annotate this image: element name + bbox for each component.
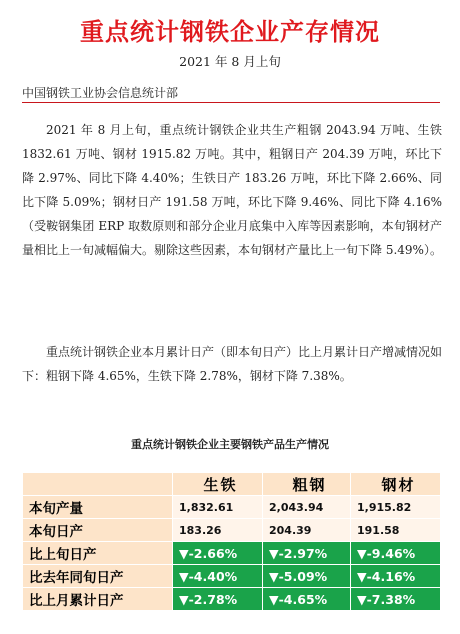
table-row [23, 565, 441, 588]
table-row [23, 588, 441, 611]
table-row [23, 496, 441, 519]
table-header-corner [23, 473, 173, 496]
change-cell: ▼-4.16% [351, 565, 441, 588]
table-cell: 2,043.94 [263, 496, 351, 519]
change-cell: ▼-5.09% [263, 565, 351, 588]
row-label: 比上月累计日产 [23, 588, 173, 611]
report-title: 重点统计钢铁企业产存情况 [80, 17, 380, 46]
table-row [23, 519, 441, 542]
row-label: 本旬产量 [23, 496, 173, 519]
table-header-row [23, 473, 441, 496]
table-cell: 191.58 [351, 519, 441, 542]
report-date: 2021 年 8 月上旬 [179, 54, 281, 69]
change-cell: ▼-2.97% [263, 542, 351, 565]
table-title: 重点统计钢铁企业主要钢铁产品生产情况 [131, 438, 329, 451]
table-header-crude-steel: 粗钢 [263, 473, 351, 496]
production-table [22, 472, 441, 611]
table-cell: 204.39 [263, 519, 351, 542]
table-cell: 183.26 [173, 519, 263, 542]
cumulative-paragraph: 重点统计钢铁企业本月累计日产（即本旬日产）比上月累计日产增减情况如下：粗钢下降 4.65%，生铁下降 2.78%，钢材下降 7.38%。 [22, 345, 443, 383]
header-divider [22, 102, 440, 103]
row-label: 本旬日产 [23, 519, 173, 542]
table-header-steel-products: 钢材 [351, 473, 441, 496]
table-row [23, 542, 441, 565]
table-header-pig-iron: 生铁 [173, 473, 263, 496]
summary-paragraph: 2021 年 8 月上旬，重点统计钢铁企业共生产粗钢 2043.94 万吨、生铁 1832.61 万吨、钢材 1915.82 万吨。其中，粗钢日产 204.39 万吨，环比下降 2.97%、同比下降 4.40%；生铁日产 183.26 万吨，环比下降 2.66%、同比下降 5.09%；钢材日产 191.58 万吨，环比下降 9.46%、同比下降 4.16%（受鞍钢集团 ERP 取数原则和部分企业月底集中入库等因素影响，本旬钢材产量相比上一旬减幅偏大。剔除这些因素，本旬钢材产量比上一旬下降 5.49%）。 [22, 123, 442, 257]
row-label: 比去年同旬日产 [23, 565, 173, 588]
table-cell: 1,832.61 [173, 496, 263, 519]
table-cell: 1,915.82 [351, 496, 441, 519]
change-cell: ▼-4.65% [263, 588, 351, 611]
change-cell: ▼-4.40% [173, 565, 263, 588]
change-cell: ▼-9.46% [351, 542, 441, 565]
row-label: 比上旬日产 [23, 542, 173, 565]
change-cell: ▼-7.38% [351, 588, 441, 611]
change-cell: ▼-2.66% [173, 542, 263, 565]
report-source: 中国钢铁工业协会信息统计部 [22, 86, 179, 100]
change-cell: ▼-2.78% [173, 588, 263, 611]
